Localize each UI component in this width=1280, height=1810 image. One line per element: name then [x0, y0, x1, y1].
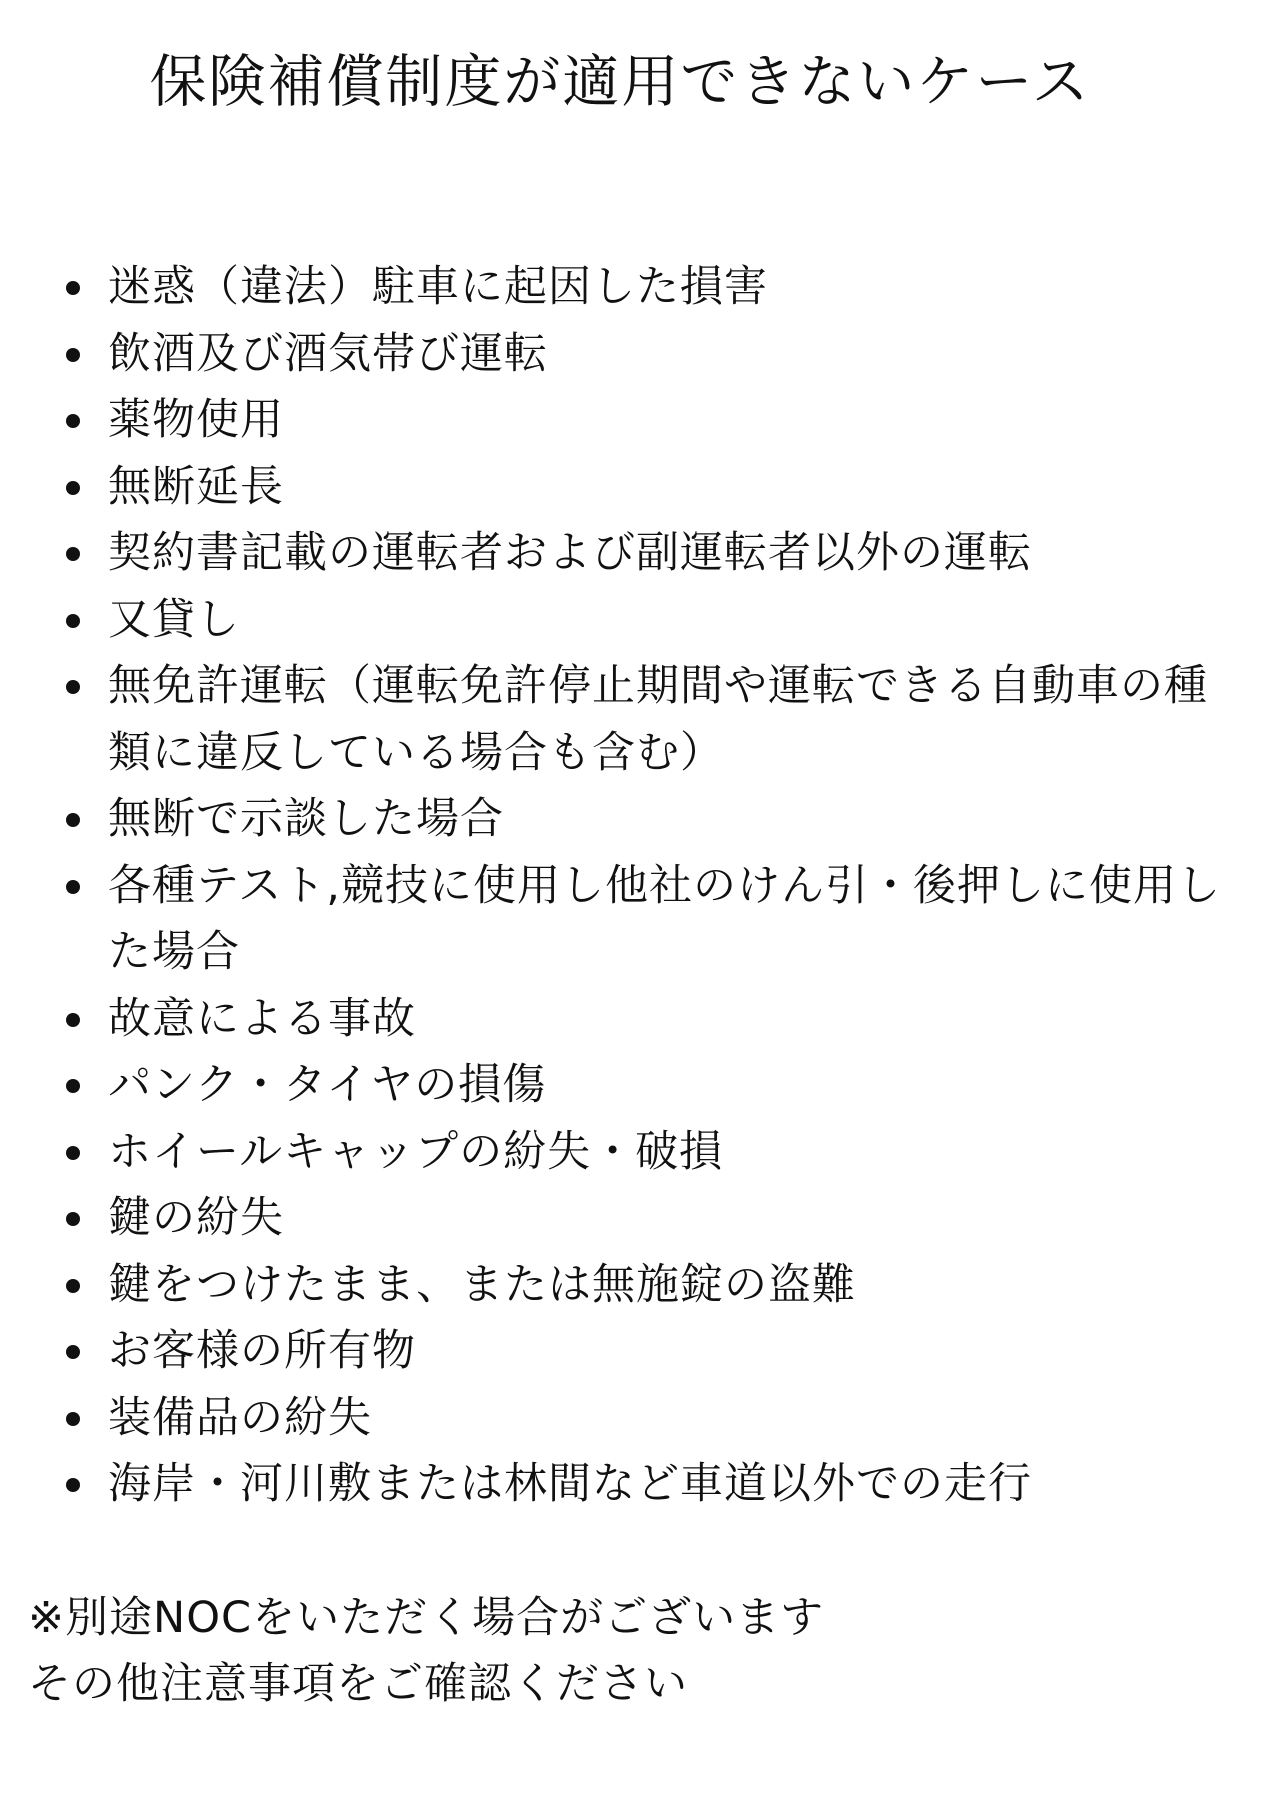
note-noc: ※別途NOCをいただく場合がございます	[28, 1593, 825, 1643]
list-item: 鍵をつけたまま、または無施錠の盗難	[0, 1252, 1240, 1319]
list-item: 飲酒及び酒気帯び運転	[0, 321, 1240, 388]
list-item: ホイールキャップの紛失・破損	[0, 1119, 1240, 1186]
page-title: 保険補償制度が適用できないケース	[149, 49, 1091, 115]
list-item: 海岸・河川敷または林間など車道以外での走行	[0, 1451, 1240, 1518]
list-item: 又貸し	[0, 587, 1240, 654]
list-item: 無免許運転（運転免許停止期間や運転できる自動車の種類に違反している場合も含む）	[0, 653, 1240, 786]
list-item: 装備品の紛失	[0, 1385, 1240, 1452]
list-item: お客様の所有物	[0, 1318, 1240, 1385]
list-item: 鍵の紛失	[0, 1185, 1240, 1252]
list-item: 薬物使用	[0, 387, 1240, 454]
list-item: 迷惑（違法）駐車に起因した損害	[0, 254, 1240, 321]
list-item: 故意による事故	[0, 986, 1240, 1053]
exclusion-list	[0, 254, 1240, 1518]
list-item: 各種テスト,競技に使用し他社のけん引・後押しに使用した場合	[0, 853, 1240, 986]
list-item: 無断延長	[0, 454, 1240, 521]
list-item: 無断で示談した場合	[0, 786, 1240, 853]
note-confirm: その他注意事項をご確認ください	[28, 1659, 688, 1709]
footer-notes	[28, 1585, 1228, 1717]
list-item: パンク・タイヤの損傷	[0, 1052, 1240, 1119]
list-item: 契約書記載の運転者および副運転者以外の運転	[0, 520, 1240, 587]
